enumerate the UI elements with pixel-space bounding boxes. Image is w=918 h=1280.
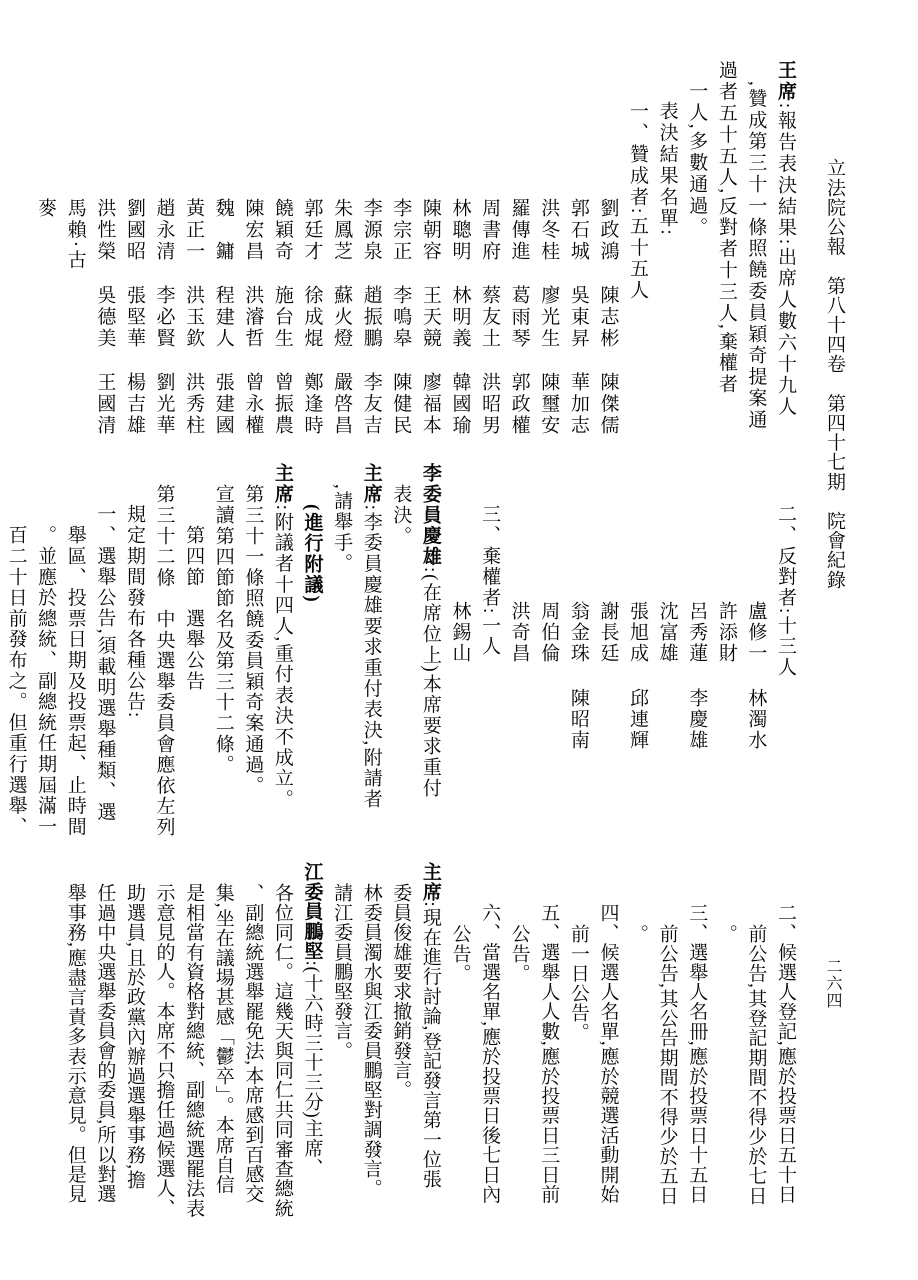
legislator-name: 李必賢	[153, 285, 175, 350]
text-column: 助選員,且於政黨內辦過選舉事務,擔	[123, 882, 145, 1189]
legislator-name: 洪濬哲	[242, 285, 264, 350]
legislator-name: 郭廷才	[301, 198, 323, 263]
legislator-name: 洪性榮	[94, 198, 116, 263]
text-column: 六、當選名單,應於投票日後七日內	[479, 903, 501, 1204]
name-list-column	[119, 60, 149, 466]
legislator-name: 黃正一	[183, 198, 205, 263]
legislator-name: 陳朝容	[419, 198, 441, 263]
legislator-name: 鄭逢時	[301, 372, 323, 437]
legislator-name: 劉光華	[153, 372, 175, 437]
name-list-column	[563, 60, 593, 466]
text-column: 。	[627, 923, 649, 944]
text-column: 一、贊成者:五十五人	[627, 101, 649, 302]
name-list-column	[90, 60, 120, 466]
legislator-name: 陳傑儒	[597, 372, 619, 437]
text-column: 規定期間發布各種公告:	[123, 504, 145, 720]
text-column: 前公告,其公告期間不得少於五日	[656, 923, 678, 1205]
name-list-column	[504, 463, 534, 860]
legislator-name: 施台生	[271, 285, 293, 350]
legislator-name: 陳志彬	[597, 285, 619, 350]
text-column	[0, 463, 1, 860]
text-column: 任過中央選舉委員會的委員,所以對選	[94, 882, 116, 1204]
text-column: 請江委員鵬堅發言。	[331, 882, 353, 1060]
name-list-column	[327, 60, 357, 466]
name-list-column	[238, 60, 268, 466]
legislator-name: 盧修一	[745, 601, 767, 664]
name-list-column	[445, 463, 475, 860]
legislator-name: 翁金珠	[567, 601, 589, 664]
legislator-name: 許添財	[715, 601, 737, 664]
text-column: 舉事務,應盡言責多表示意見。但是見	[64, 882, 86, 1204]
name-list-column	[534, 60, 564, 466]
text-column: 一人,多數通過。	[686, 80, 708, 238]
name-list-column	[711, 463, 770, 860]
text-column: 宣讀第四節節名及第三十二條。	[212, 483, 234, 775]
name-list-column	[593, 60, 623, 466]
legislator-name: 洪昭男	[479, 372, 501, 437]
name-list-column	[593, 463, 652, 860]
legislator-name: 饒穎奇	[271, 198, 293, 263]
name-list-column	[652, 463, 711, 860]
name-list-column	[415, 60, 445, 466]
legislator-name: 曾永權	[242, 372, 264, 437]
legislator-name: 曾振農	[271, 372, 293, 437]
legislator-name: 張建國	[212, 372, 234, 437]
legislator-name: 陳璽安	[538, 372, 560, 437]
text-column: 是相當有資格對總統、副總統選罷法表	[183, 882, 205, 1218]
register-top	[35, 60, 800, 466]
register-bottom	[58, 862, 800, 1218]
legislator-name: 陳昭南	[567, 688, 589, 751]
text-column: 四、候選人名單,應於競選活動開始	[597, 903, 619, 1204]
name-list-column	[386, 60, 416, 466]
legislator-name: 洪秀柱	[183, 372, 205, 437]
legislator-name: 李鳴皋	[390, 285, 412, 350]
text-column: ,贊成第三十一條照饒委員穎奇提案通	[745, 80, 767, 431]
text-column: 表決。	[390, 483, 412, 546]
name-list-column	[179, 60, 209, 466]
name-list-column	[149, 60, 179, 466]
legislator-name: 洪奇昌	[508, 601, 530, 664]
name-list-column	[356, 60, 386, 466]
legislator-name: 林明義	[449, 285, 471, 350]
legislator-name: 蔡友土	[479, 285, 501, 350]
legislator-name: 徐成焜	[301, 285, 323, 350]
text-column: 百二十日前發布之。但重行選舉、	[5, 524, 27, 837]
name-list-column	[267, 60, 297, 466]
legislator-name: 趙永清	[153, 198, 175, 263]
legislator-name: 周書府	[479, 198, 501, 263]
legislator-name: 劉國昭	[123, 198, 145, 263]
legislator-name: 李慶雄	[686, 688, 708, 751]
text-column: 三、選舉人名冊,應於投票日十五日	[686, 903, 708, 1204]
text-column: 李委員慶雄:(在席位上)本席要求重付	[419, 463, 441, 799]
name-list-column	[208, 60, 238, 466]
text-column: 林委員濁水與江委員鵬堅對調發言。	[360, 882, 382, 1198]
legislator-name: 葛雨琴	[508, 285, 530, 350]
text-column: 三、棄權者:一人	[479, 504, 501, 657]
name-list-column	[504, 60, 534, 466]
legislator-name: 羅傳進	[508, 198, 530, 263]
legislator-name: 陳宏昌	[242, 198, 264, 263]
legislator-name: 郭石城	[567, 198, 589, 263]
legislator-name: 林聰明	[449, 198, 471, 263]
text-column: 示意見的人。本席不只擔任過候選人、	[153, 882, 175, 1218]
text-column: 過者五十五人,反對者十三人,棄權者	[715, 60, 737, 396]
legislator-name: 呂秀蓮	[686, 601, 708, 664]
text-column: 第四節 選舉公告	[183, 524, 205, 691]
legislator-name: 郭政權	[508, 372, 530, 437]
text-column: 主席:現在進行討論,登記發言第一位張	[419, 862, 441, 1189]
page-number: 二六四	[824, 958, 841, 1009]
legislator-name: 程建人	[212, 285, 234, 350]
text-column: 公告。	[508, 923, 530, 983]
legislator-name: 魏 鏞	[212, 198, 234, 263]
legislator-name: 朱鳳芝	[331, 198, 353, 263]
name-list-column	[297, 60, 327, 466]
legislator-name: 楊吉雄	[123, 372, 145, 437]
legislator-name: 華加志	[567, 372, 589, 437]
legislator-name: 劉政鴻	[597, 198, 619, 263]
legislator-name: 周伯倫	[538, 601, 560, 664]
text-column: 五、選舉人人數,應於投票日三日前	[538, 903, 560, 1204]
text-column: 二、候選人登記,應於投票日五十日	[775, 903, 796, 1204]
legislator-name: 林濁水	[745, 688, 767, 751]
legislator-name: 蘇火燈	[331, 285, 353, 350]
text-column: 集,坐在議場甚感「鬱卒」。本席自信	[212, 882, 234, 1194]
name-list-column	[445, 60, 475, 466]
text-column: 。並應於總統、副總統任期屆滿一	[35, 524, 57, 837]
legislator-name: 張堅華	[123, 285, 145, 350]
text-column: 前一日公告。	[567, 923, 589, 1042]
text-column: 主席:附議者十四人,重付表決不成立。	[271, 463, 293, 810]
name-list-column	[31, 60, 90, 466]
legislator-name: 陳健民	[390, 372, 412, 437]
text-column: 一、選舉公告,須載明選舉種類、選	[94, 504, 116, 823]
text-column: 、副總統選舉罷免法,本席感到百感交	[242, 882, 264, 1204]
legislator-name: 張旭成	[627, 601, 649, 664]
legislator-name: 趙振鵬	[360, 285, 382, 350]
legislator-name: 李源泉	[360, 198, 382, 263]
register-middle	[5, 463, 800, 860]
text-column: 委員俊雄要求撤銷發言。	[390, 882, 412, 1100]
text-column: 二、反對者:十三人	[775, 504, 796, 678]
text-column: (進行附議)	[301, 504, 323, 604]
legislator-name: 洪冬桂	[538, 198, 560, 263]
text-column: 王席:報告表決結果:出席人數六十九人	[775, 60, 796, 418]
legislator-name: 吳德美	[94, 285, 116, 350]
journal-header: 立法院公報 第八十四卷 第四十七期 院會紀錄	[824, 158, 845, 590]
legislator-name: 嚴啓昌	[331, 372, 353, 437]
text-column: 江委員鵬堅:(十六時三十三分)主席、	[301, 862, 323, 1178]
legislator-name: 沈富雄	[656, 601, 678, 664]
text-column: 各位同仁。這幾天與同仁共同審查總統	[271, 882, 293, 1218]
text-column: 公告。	[449, 923, 471, 983]
legislator-name: 王國清	[94, 372, 116, 437]
text-column: 主席:李委員慶雄要求重付表決,附請者	[360, 463, 382, 810]
legislator-name: 廖光生	[538, 285, 560, 350]
legislator-name: 林錫山	[449, 601, 471, 664]
legislator-name: 李友吉	[360, 372, 382, 437]
legislator-name: 李宗正	[390, 198, 412, 263]
name-list-column	[474, 60, 504, 466]
text-column: 舉區、投票日期及投票起、止時間	[64, 524, 86, 837]
text-column: 。	[715, 923, 737, 944]
legislator-name: 馬賴·古麥	[35, 198, 86, 271]
legislator-name: 吳東昇	[567, 285, 589, 350]
legislator-name: 洪玉欽	[183, 285, 205, 350]
legislator-name: 邱連輝	[627, 688, 649, 751]
text-column: 表決結果名單:	[656, 101, 678, 238]
legislator-name: 韓國瑜	[449, 372, 471, 437]
legislator-name: 謝長廷	[597, 601, 619, 664]
name-list-column	[534, 463, 593, 860]
text-column: 第三十二條 中央選舉委員會應依左列	[153, 483, 175, 838]
legislator-name: 廖福本	[419, 372, 441, 437]
text-column: 第三十一條照饒委員穎奇案通過。	[242, 483, 264, 796]
text-column: ,請舉手。	[331, 483, 353, 574]
legislator-name: 王天競	[419, 285, 441, 350]
text-column: 前公告,其登記期間不得少於七日	[745, 923, 767, 1205]
